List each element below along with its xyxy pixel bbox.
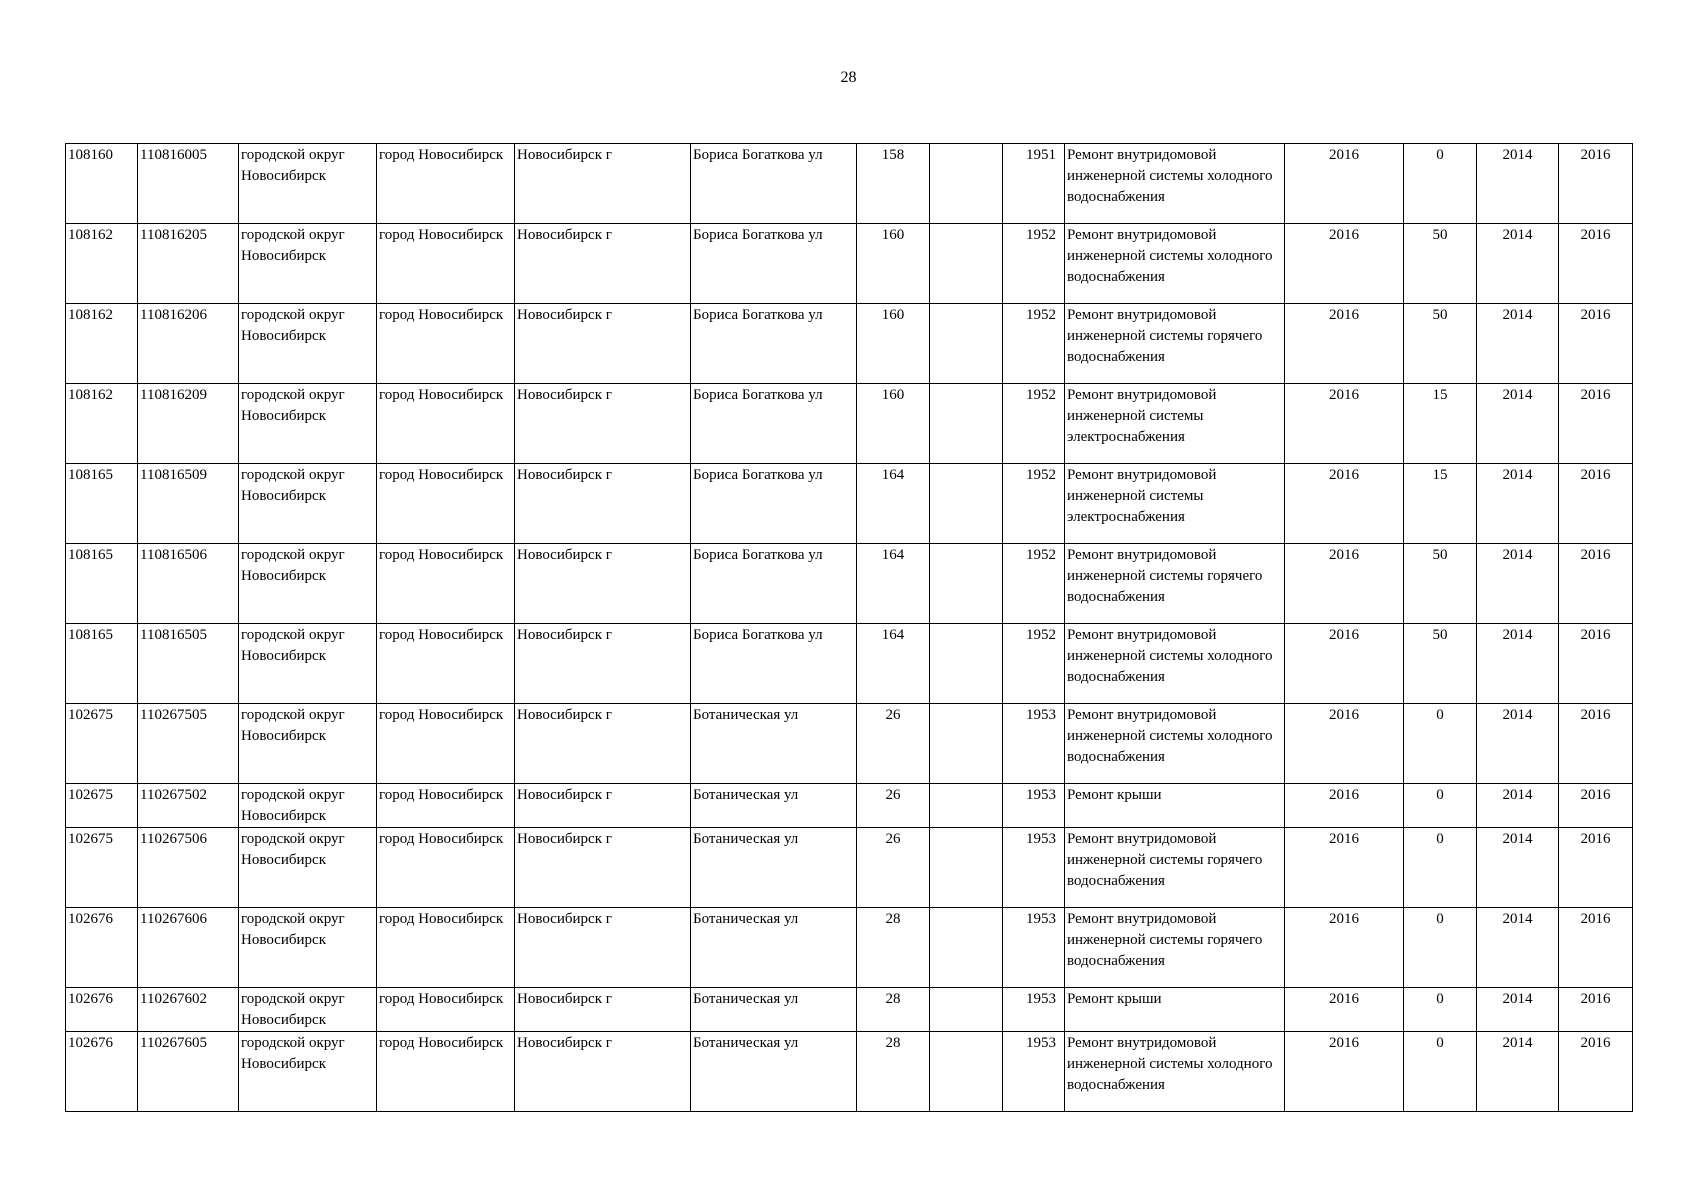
building-cell [930,144,1003,224]
from-year-cell: 2014 [1477,144,1559,224]
work-type-cell: Ремонт внутридомовой инженерной системы горячего водоснабжения [1065,828,1285,908]
wear-cell: 0 [1404,828,1477,908]
building-cell [930,1032,1003,1112]
house-number-cell: 28 [857,1032,930,1112]
settlement-cell: город Новосибирск [377,908,515,988]
city-cell: Новосибирск г [515,144,691,224]
year-built-cell: 1952 [1003,624,1065,704]
work-type-cell: Ремонт внутридомовой инженерной системы электроснабжения [1065,464,1285,544]
wear-cell: 50 [1404,624,1477,704]
house-number-cell: 26 [857,828,930,908]
city-cell: Новосибирск г [515,784,691,828]
to-year-cell: 2016 [1559,988,1633,1032]
year-built-cell: 1952 [1003,224,1065,304]
settlement-cell: город Новосибирск [377,624,515,704]
work-type-cell: Ремонт внутридомовой инженерной системы холодного водоснабжения [1065,624,1285,704]
to-year-cell: 2016 [1559,1032,1633,1112]
work-code-cell: 110267502 [138,784,239,828]
to-year-cell: 2016 [1559,384,1633,464]
plan-year-cell: 2016 [1285,304,1404,384]
city-cell: Новосибирск г [515,544,691,624]
year-built-cell: 1953 [1003,704,1065,784]
street-cell: Ботаническая ул [691,828,857,908]
to-year-cell: 2016 [1559,224,1633,304]
from-year-cell: 2014 [1477,988,1559,1032]
table-body [66,144,1633,1112]
house-id-cell: 108165 [66,544,138,624]
table-row [66,988,1633,1032]
district-cell: городской округ Новосибирск [239,304,377,384]
district-cell: городской округ Новосибирск [239,704,377,784]
house-id-cell: 108162 [66,224,138,304]
settlement-cell: город Новосибирск [377,144,515,224]
to-year-cell: 2016 [1559,828,1633,908]
building-cell [930,908,1003,988]
district-cell: городской округ Новосибирск [239,1032,377,1112]
settlement-cell: город Новосибирск [377,1032,515,1112]
table-row [66,704,1633,784]
house-id-cell: 108165 [66,464,138,544]
work-type-cell: Ремонт внутридомовой инженерной системы горячего водоснабжения [1065,908,1285,988]
district-cell: городской округ Новосибирск [239,384,377,464]
house-number-cell: 28 [857,908,930,988]
work-type-cell: Ремонт внутридомовой инженерной системы холодного водоснабжения [1065,1032,1285,1112]
wear-cell: 0 [1404,144,1477,224]
house-number-cell: 164 [857,624,930,704]
street-cell: Бориса Богаткова ул [691,304,857,384]
city-cell: Новосибирск г [515,304,691,384]
wear-cell: 15 [1404,384,1477,464]
settlement-cell: город Новосибирск [377,988,515,1032]
from-year-cell: 2014 [1477,304,1559,384]
wear-cell: 0 [1404,988,1477,1032]
from-year-cell: 2014 [1477,224,1559,304]
work-type-cell: Ремонт крыши [1065,784,1285,828]
work-code-cell: 110267606 [138,908,239,988]
year-built-cell: 1952 [1003,384,1065,464]
house-number-cell: 164 [857,544,930,624]
plan-year-cell: 2016 [1285,224,1404,304]
house-number-cell: 26 [857,704,930,784]
house-id-cell: 102675 [66,828,138,908]
work-type-cell: Ремонт внутридомовой инженерной системы холодного водоснабжения [1065,704,1285,784]
from-year-cell: 2014 [1477,908,1559,988]
year-built-cell: 1952 [1003,304,1065,384]
year-built-cell: 1952 [1003,544,1065,624]
building-cell [930,384,1003,464]
to-year-cell: 2016 [1559,624,1633,704]
table-row [66,224,1633,304]
wear-cell: 0 [1404,1032,1477,1112]
to-year-cell: 2016 [1559,304,1633,384]
year-built-cell: 1953 [1003,908,1065,988]
street-cell: Ботаническая ул [691,784,857,828]
plan-year-cell: 2016 [1285,704,1404,784]
house-number-cell: 160 [857,384,930,464]
table-row [66,464,1633,544]
settlement-cell: город Новосибирск [377,384,515,464]
wear-cell: 0 [1404,784,1477,828]
city-cell: Новосибирск г [515,908,691,988]
house-number-cell: 158 [857,144,930,224]
settlement-cell: город Новосибирск [377,784,515,828]
house-number-cell: 28 [857,988,930,1032]
table-row [66,304,1633,384]
to-year-cell: 2016 [1559,908,1633,988]
to-year-cell: 2016 [1559,704,1633,784]
work-type-cell: Ремонт внутридомовой инженерной системы холодного водоснабжения [1065,144,1285,224]
building-cell [930,704,1003,784]
street-cell: Бориса Богаткова ул [691,544,857,624]
house-id-cell: 108162 [66,304,138,384]
building-cell [930,464,1003,544]
street-cell: Бориса Богаткова ул [691,464,857,544]
work-code-cell: 110816205 [138,224,239,304]
table-row [66,828,1633,908]
table-row [66,1032,1633,1112]
district-cell: городской округ Новосибирск [239,988,377,1032]
street-cell: Ботаническая ул [691,988,857,1032]
work-code-cell: 110816206 [138,304,239,384]
work-code-cell: 110267506 [138,828,239,908]
to-year-cell: 2016 [1559,784,1633,828]
repair-register-table [65,143,1633,1112]
from-year-cell: 2014 [1477,544,1559,624]
house-number-cell: 160 [857,224,930,304]
district-cell: городской округ Новосибирск [239,144,377,224]
street-cell: Бориса Богаткова ул [691,384,857,464]
work-code-cell: 110267602 [138,988,239,1032]
settlement-cell: город Новосибирск [377,304,515,384]
work-code-cell: 110267505 [138,704,239,784]
plan-year-cell: 2016 [1285,464,1404,544]
house-id-cell: 102675 [66,704,138,784]
plan-year-cell: 2016 [1285,784,1404,828]
wear-cell: 0 [1404,908,1477,988]
year-built-cell: 1951 [1003,144,1065,224]
district-cell: городской округ Новосибирск [239,828,377,908]
settlement-cell: город Новосибирск [377,544,515,624]
work-code-cell: 110267605 [138,1032,239,1112]
to-year-cell: 2016 [1559,464,1633,544]
street-cell: Бориса Богаткова ул [691,144,857,224]
building-cell [930,828,1003,908]
page-number: 28 [840,69,857,86]
year-built-cell: 1953 [1003,1032,1065,1112]
district-cell: городской округ Новосибирск [239,908,377,988]
plan-year-cell: 2016 [1285,144,1404,224]
settlement-cell: город Новосибирск [377,828,515,908]
building-cell [930,784,1003,828]
city-cell: Новосибирск г [515,828,691,908]
settlement-cell: город Новосибирск [377,464,515,544]
plan-year-cell: 2016 [1285,828,1404,908]
plan-year-cell: 2016 [1285,384,1404,464]
house-id-cell: 102676 [66,1032,138,1112]
building-cell [930,304,1003,384]
wear-cell: 50 [1404,224,1477,304]
from-year-cell: 2014 [1477,384,1559,464]
table-row [66,784,1633,828]
street-cell: Бориса Богаткова ул [691,624,857,704]
settlement-cell: город Новосибирск [377,224,515,304]
district-cell: городской округ Новосибирск [239,624,377,704]
year-built-cell: 1953 [1003,988,1065,1032]
plan-year-cell: 2016 [1285,988,1404,1032]
district-cell: городской округ Новосибирск [239,464,377,544]
plan-year-cell: 2016 [1285,1032,1404,1112]
city-cell: Новосибирск г [515,624,691,704]
house-id-cell: 108162 [66,384,138,464]
table-row [66,908,1633,988]
year-built-cell: 1953 [1003,828,1065,908]
table-row [66,544,1633,624]
city-cell: Новосибирск г [515,704,691,784]
from-year-cell: 2014 [1477,704,1559,784]
work-code-cell: 110816005 [138,144,239,224]
house-number-cell: 164 [857,464,930,544]
house-id-cell: 102676 [66,988,138,1032]
district-cell: городской округ Новосибирск [239,224,377,304]
work-code-cell: 110816505 [138,624,239,704]
table-row [66,624,1633,704]
district-cell: городской округ Новосибирск [239,544,377,624]
from-year-cell: 2014 [1477,464,1559,544]
from-year-cell: 2014 [1477,1032,1559,1112]
street-cell: Ботаническая ул [691,1032,857,1112]
house-id-cell: 108165 [66,624,138,704]
year-built-cell: 1953 [1003,784,1065,828]
building-cell [930,224,1003,304]
from-year-cell: 2014 [1477,828,1559,908]
plan-year-cell: 2016 [1285,908,1404,988]
wear-cell: 50 [1404,304,1477,384]
wear-cell: 50 [1404,544,1477,624]
house-number-cell: 26 [857,784,930,828]
settlement-cell: город Новосибирск [377,704,515,784]
from-year-cell: 2014 [1477,624,1559,704]
work-type-cell: Ремонт внутридомовой инженерной системы горячего водоснабжения [1065,304,1285,384]
city-cell: Новосибирск г [515,224,691,304]
plan-year-cell: 2016 [1285,544,1404,624]
city-cell: Новосибирск г [515,384,691,464]
wear-cell: 15 [1404,464,1477,544]
work-type-cell: Ремонт внутридомовой инженерной системы горячего водоснабжения [1065,544,1285,624]
plan-year-cell: 2016 [1285,624,1404,704]
work-code-cell: 110816506 [138,544,239,624]
city-cell: Новосибирск г [515,1032,691,1112]
house-id-cell: 108160 [66,144,138,224]
city-cell: Новосибирск г [515,464,691,544]
building-cell [930,624,1003,704]
table-row [66,144,1633,224]
work-type-cell: Ремонт внутридомовой инженерной системы электроснабжения [1065,384,1285,464]
street-cell: Ботаническая ул [691,704,857,784]
from-year-cell: 2014 [1477,784,1559,828]
building-cell [930,544,1003,624]
house-number-cell: 160 [857,304,930,384]
table-row [66,384,1633,464]
work-type-cell: Ремонт крыши [1065,988,1285,1032]
building-cell [930,988,1003,1032]
street-cell: Ботаническая ул [691,908,857,988]
work-type-cell: Ремонт внутридомовой инженерной системы холодного водоснабжения [1065,224,1285,304]
city-cell: Новосибирск г [515,988,691,1032]
street-cell: Бориса Богаткова ул [691,224,857,304]
work-code-cell: 110816209 [138,384,239,464]
to-year-cell: 2016 [1559,544,1633,624]
district-cell: городской округ Новосибирск [239,784,377,828]
house-id-cell: 102676 [66,908,138,988]
year-built-cell: 1952 [1003,464,1065,544]
house-id-cell: 102675 [66,784,138,828]
to-year-cell: 2016 [1559,144,1633,224]
work-code-cell: 110816509 [138,464,239,544]
wear-cell: 0 [1404,704,1477,784]
